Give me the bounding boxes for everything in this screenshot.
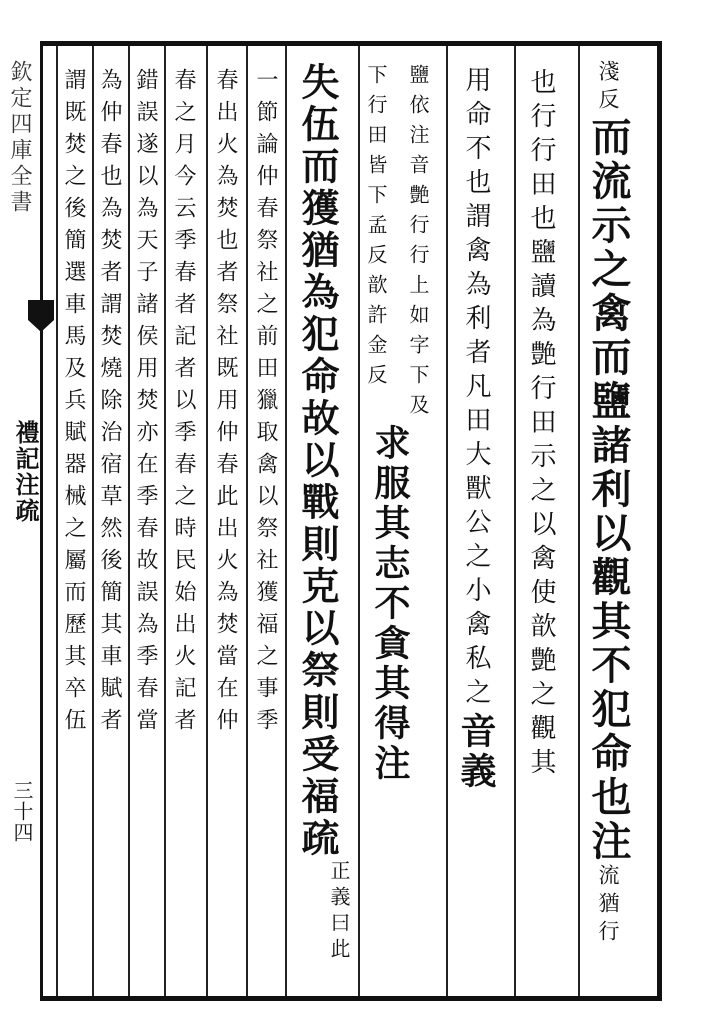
- column-rule: [358, 46, 360, 996]
- main-text: 失伍而獲猶為犯命故以戰則克以祭則受福疏: [295, 62, 340, 860]
- folio-number: 三十四: [10, 780, 34, 843]
- main-text: 音義: [455, 712, 497, 792]
- text-column-5: [366, 64, 386, 394]
- frame-top-border: [40, 41, 662, 46]
- column-rule: [285, 46, 287, 996]
- annotation-text: 一節論仲春祭社之前田獵取禽以祭社獲福之事季: [253, 68, 278, 740]
- annotation-text: 淺反: [596, 60, 620, 116]
- fish-tail-ornament-icon: [26, 298, 56, 338]
- main-text: 而流示之禽而鹽諸利以觀其不犯命也注: [585, 116, 632, 864]
- column-rule: [246, 46, 248, 996]
- annotation-text: 春之月今云季春者記者以季春之時民始出火記者: [171, 68, 196, 740]
- annotation-text: 錯誤遂以為天子諸侯用焚亦在季春故誤為季春當: [133, 68, 158, 740]
- column-rule: [206, 46, 208, 996]
- column-rule: [164, 46, 166, 996]
- frame-right-border: [657, 41, 662, 1001]
- text-column-1: [585, 60, 632, 948]
- annotation-text: 春出火為焚也者祭社既用仲春此出火為焚當在仲: [213, 68, 238, 740]
- annotation-text: 為仲春也為焚者謂焚燒除治宿草然後簡其車賦者: [97, 68, 122, 740]
- column-rule: [578, 46, 580, 996]
- text-column-12: [62, 68, 84, 740]
- column-rule: [514, 46, 516, 996]
- text-column-10: [134, 68, 156, 740]
- annotation-text: 用命不也謂禽為利者凡田大獸公之小禽私之: [461, 66, 491, 712]
- text-column-2: [528, 68, 554, 782]
- column-rule: [56, 46, 58, 996]
- book-title: 禮記注疏: [11, 420, 40, 524]
- text-column-8: [214, 68, 236, 740]
- annotation-text: 正義曰此: [327, 860, 351, 964]
- annotation-text: 鹽依注音艶行行上如字下及: [406, 64, 430, 424]
- text-column-9: [172, 68, 194, 740]
- column-rule: [92, 46, 94, 996]
- annotation-text: 流猶行: [596, 864, 620, 948]
- frame-bottom-border: [40, 996, 662, 1001]
- main-text: 求服其志不貪其得注: [369, 424, 411, 784]
- text-column-11: [98, 68, 120, 740]
- text-column-6: [295, 62, 351, 964]
- running-title: 欽定四庫全書: [7, 60, 32, 216]
- annotation-text: 謂既焚之後簡選車馬及兵賦器械之屬而歷其卒伍: [61, 68, 86, 740]
- annotation-text: 也行行田也鹽讀為艶行田示之以禽使歆艶之觀其: [526, 68, 556, 782]
- annotation-text: 下行田皆下孟反歆許金反: [364, 64, 388, 394]
- text-column-3: [455, 66, 497, 792]
- column-rule: [128, 46, 130, 996]
- text-column-7: [254, 68, 276, 740]
- column-rule: [446, 46, 448, 996]
